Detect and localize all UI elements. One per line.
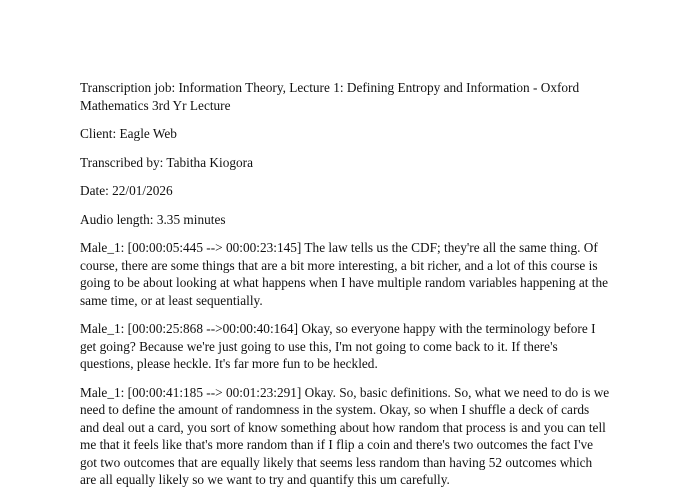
transcript-segment-2: Male_1: [00:00:25:868 -->00:00:40:164] Okay, so everyone happy with the terminology before I get going? Because we're just going to use this, I'm not going to come back to it. If there's questions, please heckle. It's far more fun to be heckled. — [80, 321, 596, 371]
audio-length-line: Audio length: 3.35 minutes — [80, 211, 226, 227]
transcript-content — [80, 79, 610, 500]
transcription-job-title: Transcription job: Information Theory, Lecture 1: Defining Entropy and Information - Oxford Mathematics 3rd Yr Lecture — [80, 80, 580, 113]
date-line: Date: 22/01/2026 — [80, 183, 173, 198]
client-line: Client: Eagle Web — [80, 126, 177, 141]
transcript-segment-3: Male_1: [00:00:41:185 --> 00:01:23:291] Okay. So, basic definitions. So, what we need to do is we need to define the amount of randomness in the system. Okay, so when I shuffle a deck of cards and deal out a card, you sort of know something about how random that process is and you can tell me that it feels like that's more random than if I flip a coin and there's two outcomes the fact I've got two outcomes that are equally likely that seems less random than having 52 outcomes which are all equally likely so we want to try and quantify this um carefully. — [80, 384, 610, 487]
transcriber-line: Transcribed by: Tabitha Kiogora — [80, 154, 254, 170]
transcript-segment-1: Male_1: [00:00:05:445 --> 00:00:23:145] The law tells us the CDF; they're all the same thing. Of course, there are some things that are a bit more interesting, a bit richer, and a lot of this course is going to be about looking at what happens when I have multiple random variables happening at the same time, or at least sequentially. — [80, 240, 609, 308]
